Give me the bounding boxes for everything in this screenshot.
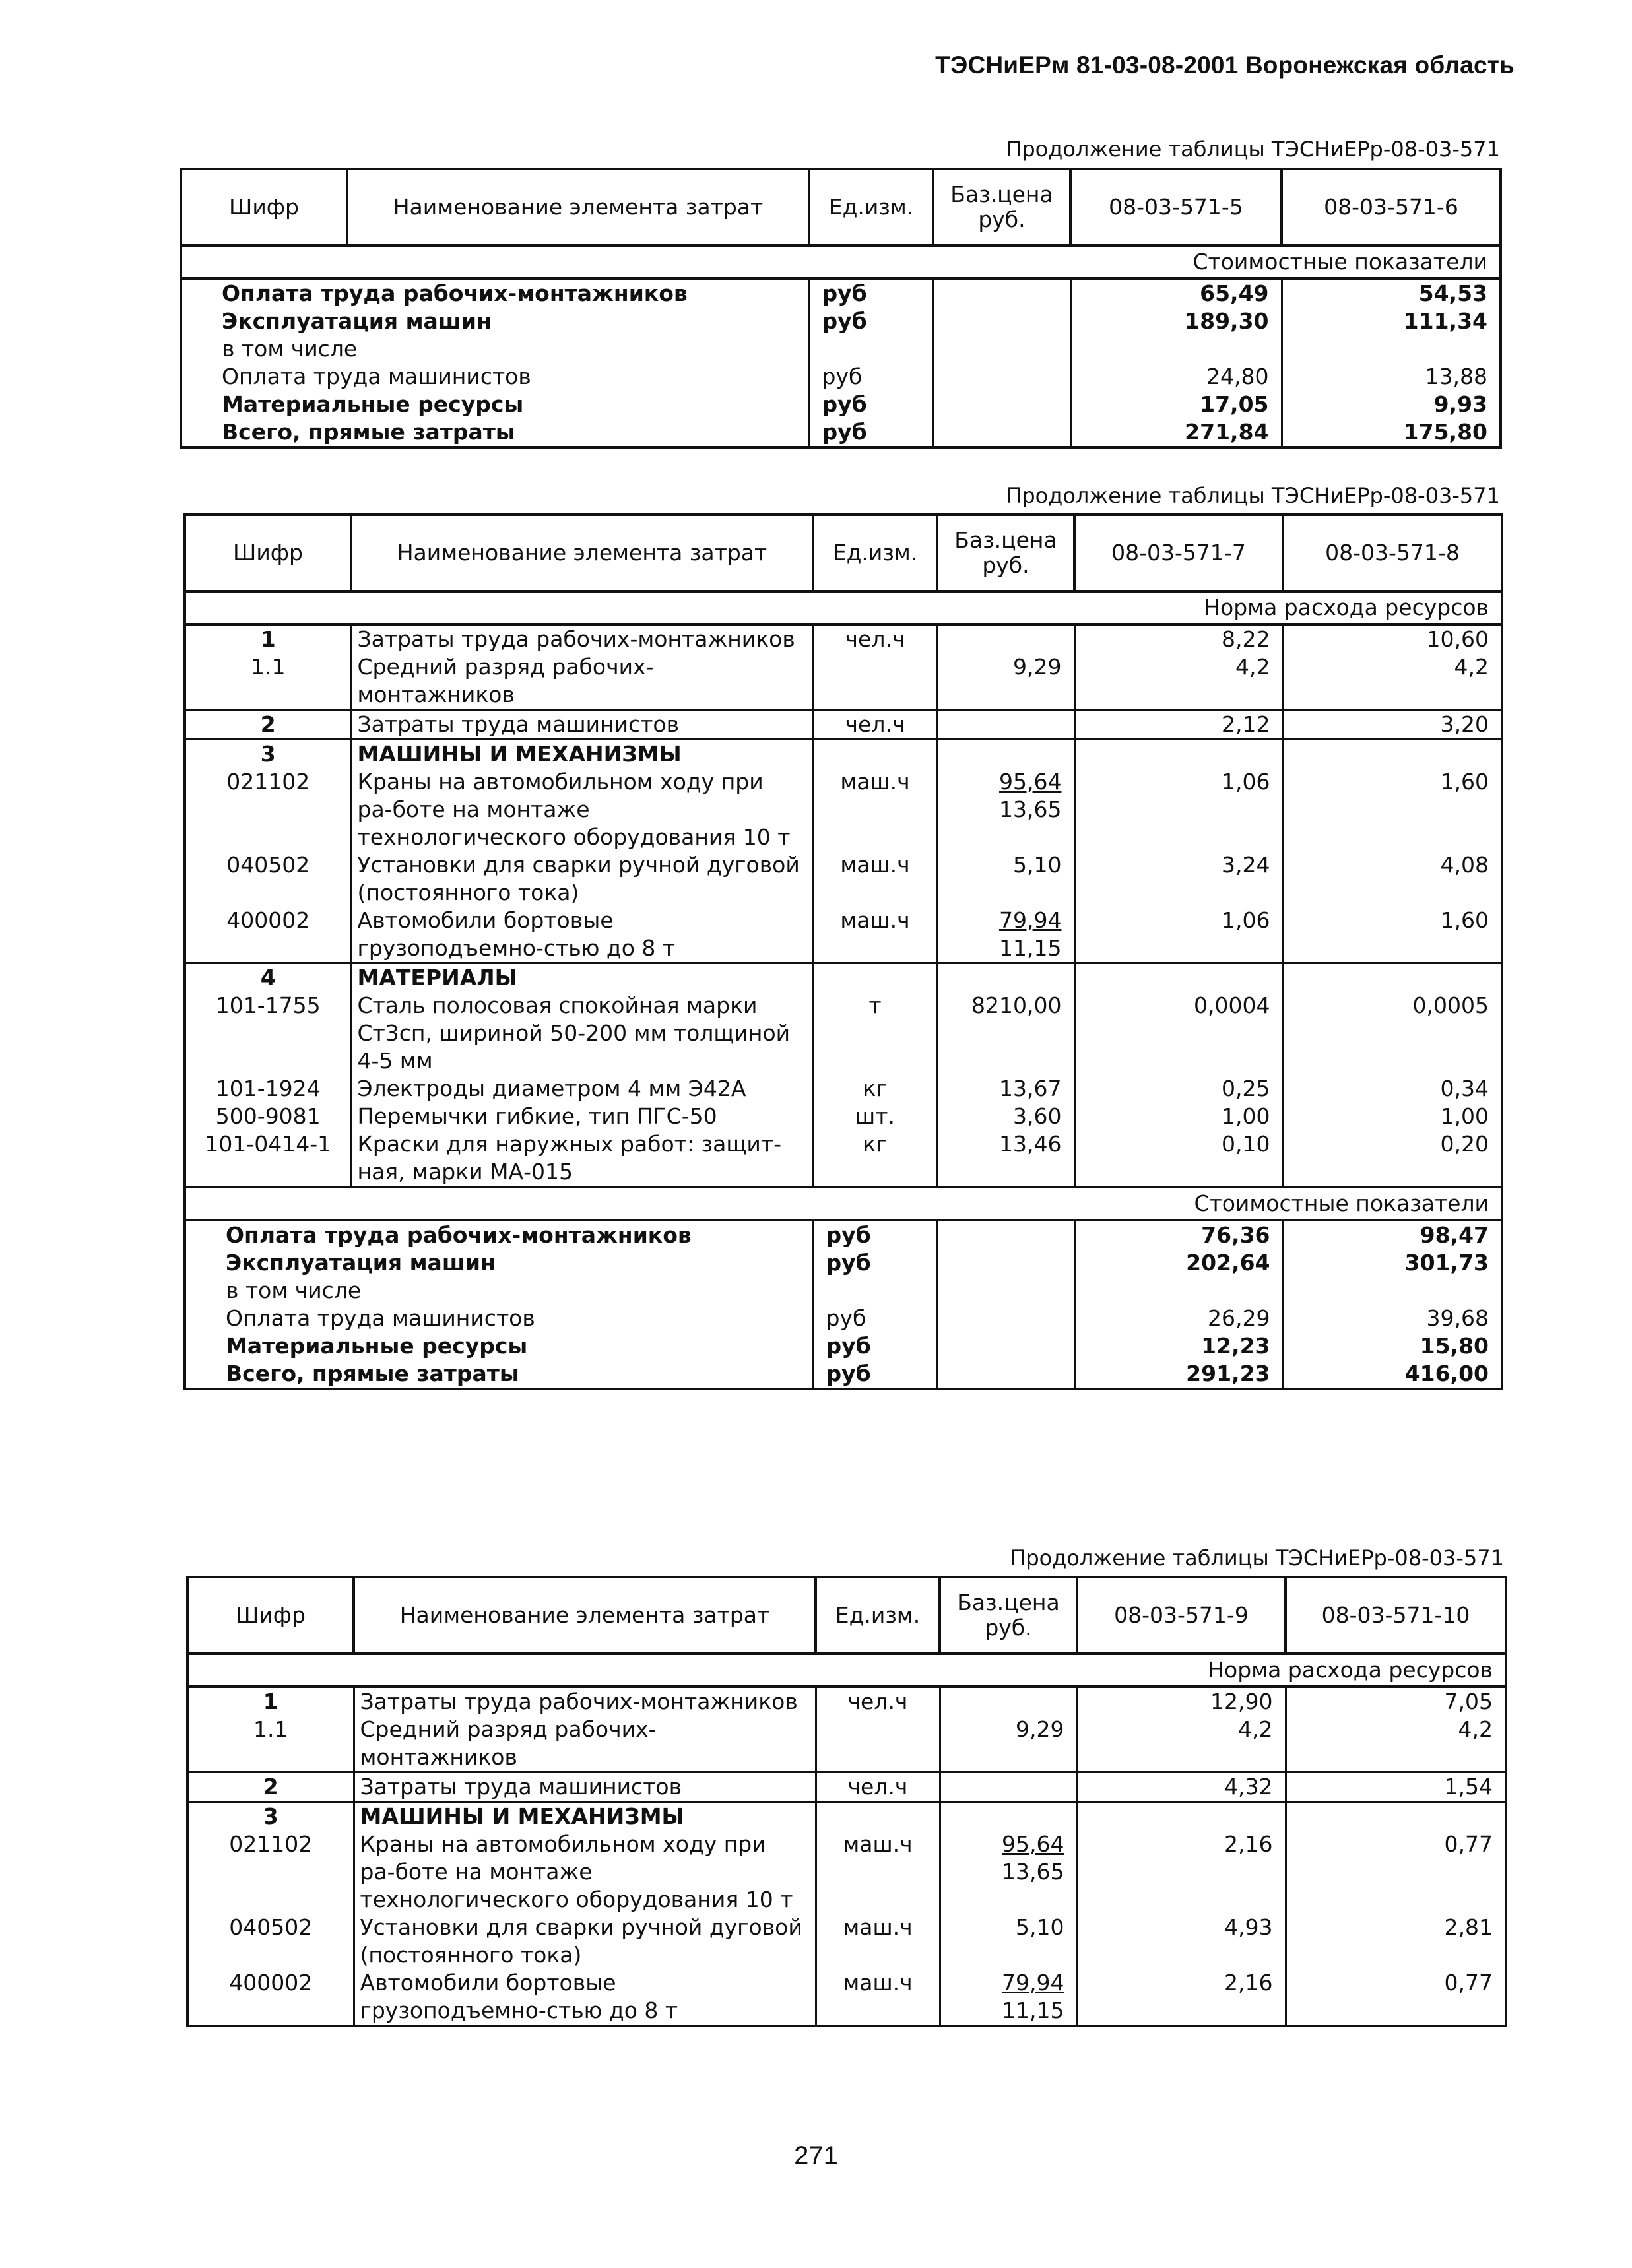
row-value-b: 0,77 [1286,1831,1506,1914]
row-unit [816,1716,940,1772]
row-name: Установки для сварки ручной дуговой (постоянного тока) [351,851,813,907]
page-number: 271 [794,2141,838,2170]
table-1-caption: Продолжение таблицы ТЭСНиЕРр-08-03-571 [1006,137,1500,162]
header-code: Шифр [187,1577,354,1654]
row-value-a: 4,2 [1074,653,1283,710]
row-price [937,851,1074,907]
row-name: Краны на автомобильном ходу при ра-боте на монтаже технологического оборудования 10 т [351,768,813,851]
row-name: Установки для сварки ручной дуговой (постоянного тока) [354,1914,816,1969]
cost-value-b: 98,47 [1283,1220,1502,1249]
row-value-a: 12,90 [1077,1687,1286,1716]
resource-row [185,1130,1502,1187]
cost-price [933,391,1070,418]
row-code: 2 [185,710,351,740]
row-value-a: 0,0004 [1074,992,1283,1075]
cost-price [933,335,1070,363]
row-value-b: 4,2 [1286,1716,1506,1772]
row-value-a: 1,06 [1074,907,1283,963]
price-value: 8210,00 [971,992,1062,1018]
cost-unit: руб [809,418,933,447]
row-unit: маш.ч [816,1914,940,1969]
cost-price [937,1220,1074,1249]
row-value-a: 1,00 [1074,1103,1283,1130]
row-code: 500-9081 [185,1103,351,1130]
row-unit: маш.ч [813,851,937,907]
cost-value-a: 17,05 [1070,391,1282,418]
cost-price [937,1360,1074,1389]
row-value-a: 3,24 [1074,851,1283,907]
cost-row [185,1360,1502,1389]
cost-name: Материальные ресурсы [181,391,809,418]
resource-row [187,1914,1506,1969]
row-name: Средний разряд рабочих-монтажников [351,653,813,710]
row-value-b [1283,740,1502,769]
row-value-b: 10,60 [1283,624,1502,653]
row-unit: шт. [813,1103,937,1130]
header-col-a: 08-03-571-9 [1077,1577,1286,1654]
row-value-a: 1,06 [1074,768,1283,851]
cost-name: Оплата труда машинистов [181,363,809,391]
header-col-b: 08-03-571-6 [1282,169,1501,245]
cost-row [181,363,1501,391]
cost-name: Всего, прямые затраты [181,418,809,447]
row-price [940,1687,1077,1716]
row-value-b: 0,77 [1286,1969,1506,2026]
cost-value-b [1282,335,1501,363]
cost-unit: руб [813,1305,937,1332]
cost-row [181,335,1501,363]
header-unit: Ед.изм. [813,515,937,591]
header-price: Баз.цена руб. [933,169,1070,245]
row-value-a: 8,22 [1074,624,1283,653]
row-value-a [1077,1802,1286,1831]
row-value-b: 3,20 [1283,710,1502,740]
row-value-a: 0,10 [1074,1130,1283,1187]
row-value-a: 2,12 [1074,710,1283,740]
row-price [937,653,1074,710]
row-unit: т [813,992,937,1075]
resource-rows [187,1687,1506,2026]
cost-value-a: 291,23 [1074,1360,1283,1389]
resource-row [185,851,1502,907]
row-name: Краски для наружных работ: защит-ная, марки МА-015 [351,1130,813,1187]
cost-value-a: 12,23 [1074,1332,1283,1360]
row-price [937,710,1074,740]
section-row [187,1687,1506,1716]
row-code: 040502 [187,1914,354,1969]
cost-value-b: 416,00 [1283,1360,1502,1389]
row-name: Краны на автомобильном ходу при ра-боте на монтаже технологического оборудования 10 т [354,1831,816,1914]
row-value-b: 0,0005 [1283,992,1502,1075]
row-price [940,1914,1077,1969]
cost-unit: руб [813,1360,937,1389]
cost-value-a: 65,49 [1070,278,1282,308]
cost-price [933,278,1070,308]
cost-rows [181,278,1501,447]
row-code: 400002 [185,907,351,963]
cost-row [181,308,1501,335]
table-header-row [185,515,1502,591]
cost-unit: руб [809,278,933,308]
cost-name: Эксплуатация машин [185,1249,813,1277]
row-code: 1.1 [185,653,351,710]
section-row [185,740,1502,769]
row-value-a: 2,16 [1077,1969,1286,2026]
table-header-row [181,169,1501,245]
cost-value-b: 54,53 [1282,278,1501,308]
resource-row [185,768,1502,851]
row-price [937,1130,1074,1187]
row-unit [816,1802,940,1831]
row-price [940,1831,1077,1914]
cost-value-a: 26,29 [1074,1305,1283,1332]
header-name: Наименование элемента затрат [347,169,809,245]
price-value: 5,10 [1013,852,1062,878]
cost-unit: руб [809,391,933,418]
cost-value-a: 271,84 [1070,418,1282,447]
cost-name: Всего, прямые затраты [185,1360,813,1389]
cost-value-b: 301,73 [1283,1249,1502,1277]
row-unit: кг [813,1130,937,1187]
cost-price [937,1305,1074,1332]
section-row [185,710,1502,740]
row-name: Затраты труда рабочих-монтажников [354,1687,816,1716]
header-col-b: 08-03-571-8 [1283,515,1502,591]
row-code: 1 [187,1687,354,1716]
row-unit: чел.ч [813,624,937,653]
row-value-a: 4,93 [1077,1914,1286,1969]
row-name: МАШИНЫ И МЕХАНИЗМЫ [354,1802,816,1831]
row-price [937,907,1074,963]
row-code: 101-1924 [185,1075,351,1103]
price-value: 95,64 [1002,1831,1064,1857]
row-code: 101-0414-1 [185,1130,351,1187]
row-name: Электроды диаметром 4 мм Э42А [351,1075,813,1103]
price-value: 79,94 [1002,1970,1064,1995]
row-price [937,740,1074,769]
row-value-a: 2,16 [1077,1831,1286,1914]
row-price [940,1772,1077,1802]
row-unit: чел.ч [816,1772,940,1802]
cost-value-a: 202,64 [1074,1249,1283,1277]
price-value: 79,94 [999,907,1062,933]
row-price [937,992,1074,1075]
row-code: 3 [187,1802,354,1831]
row-unit: маш.ч [816,1969,940,2026]
row-code: 2 [187,1772,354,1802]
cost-row [185,1277,1502,1305]
row-value-a [1074,963,1283,992]
header-price: Баз.цена руб. [940,1577,1077,1654]
cost-name: Оплата труда рабочих-монтажников [185,1220,813,1249]
cost-price [933,308,1070,335]
cost-value-b: 111,34 [1282,308,1501,335]
cost-unit: руб [809,308,933,335]
price-value: 95,64 [999,769,1062,794]
cost-unit: руб [813,1220,937,1249]
cost-unit: руб [809,363,933,391]
cost-row [181,391,1501,418]
cost-row [181,278,1501,308]
table-header-row [187,1577,1506,1654]
row-name: Затраты труда рабочих-монтажников [351,624,813,653]
section-row [185,963,1502,992]
cost-row [185,1249,1502,1277]
row-value-a: 4,32 [1077,1772,1286,1802]
price-value-secondary: 11,15 [999,935,1062,961]
row-value-b: 1,60 [1283,768,1502,851]
row-name: Автомобили бортовые грузоподъемно-стью до 8 т [351,907,813,963]
header-code: Шифр [185,515,351,591]
price-value: 9,29 [1013,654,1062,680]
row-name: Затраты труда машинистов [354,1772,816,1802]
resource-row [187,1831,1506,1914]
row-code: 4 [185,963,351,992]
row-value-b: 2,81 [1286,1914,1506,1969]
section-row [187,1772,1506,1802]
header-unit: Ед.изм. [809,169,933,245]
norm-band-label: Норма расхода ресурсов [187,1654,1506,1687]
row-value-a: 0,25 [1074,1075,1283,1103]
row-value-b: 1,54 [1286,1772,1506,1802]
row-value-b: 4,2 [1283,653,1502,710]
cost-rows [185,1220,1502,1389]
resource-row [187,1969,1506,2026]
price-value-secondary: 13,65 [999,796,1062,822]
price-value: 9,29 [1016,1716,1064,1742]
row-code: 1 [185,624,351,653]
cost-value-b: 13,88 [1282,363,1501,391]
header-name: Наименование элемента затрат [351,515,813,591]
row-name: Перемычки гибкие, тип ПГС-50 [351,1103,813,1130]
row-unit [813,963,937,992]
row-value-b [1283,963,1502,992]
row-value-b: 1,00 [1283,1103,1502,1130]
cost-name: Эксплуатация машин [181,308,809,335]
cost-row [181,418,1501,447]
cost-unit [809,335,933,363]
row-value-b: 0,20 [1283,1130,1502,1187]
row-name: Сталь полосовая спокойная марки Ст3сп, шириной 50-200 мм толщиной 4-5 мм [351,992,813,1075]
page-header: ТЭСНиЕРм 81-03-08-2001 Воронежская область [935,51,1515,79]
cost-name: Оплата труда рабочих-монтажников [181,278,809,308]
row-unit: чел.ч [816,1687,940,1716]
cost-price [937,1332,1074,1360]
cost-price [937,1277,1074,1305]
row-price [940,1802,1077,1831]
row-price [940,1969,1077,2026]
section-row [185,624,1502,653]
table-2 [183,513,1503,1390]
cost-unit: руб [813,1249,937,1277]
cost-name: в том числе [185,1277,813,1305]
row-unit [813,653,937,710]
row-unit: кг [813,1075,937,1103]
table-3-caption: Продолжение таблицы ТЭСНиЕРр-08-03-571 [1010,1545,1504,1571]
row-value-a: 4,2 [1077,1716,1286,1772]
row-unit: чел.ч [813,710,937,740]
cost-row [185,1332,1502,1360]
resource-row [185,1075,1502,1103]
row-value-b: 0,34 [1283,1075,1502,1103]
resource-row [185,992,1502,1075]
price-value: 5,10 [1016,1914,1064,1940]
cost-row [185,1220,1502,1249]
row-unit: маш.ч [813,907,937,963]
cost-name: Оплата труда машинистов [185,1305,813,1332]
row-code: 400002 [187,1969,354,2026]
header-col-a: 08-03-571-5 [1070,169,1282,245]
row-code: 021102 [187,1831,354,1914]
header-code: Шифр [181,169,347,245]
cost-value-a [1074,1277,1283,1305]
header-price: Баз.цена руб. [937,515,1074,591]
cost-value-b: 15,80 [1283,1332,1502,1360]
resource-row [185,907,1502,963]
row-code: 1.1 [187,1716,354,1772]
cost-value-b: 39,68 [1283,1305,1502,1332]
row-price [937,624,1074,653]
row-name: МАШИНЫ И МЕХАНИЗМЫ [351,740,813,769]
cost-unit: руб [813,1332,937,1360]
resource-row [187,1716,1506,1772]
row-value-b: 7,05 [1286,1687,1506,1716]
section-row [187,1802,1506,1831]
row-unit [813,740,937,769]
cost-price [933,418,1070,447]
row-name: Автомобили бортовые грузоподъемно-стью до 8 т [354,1969,816,2026]
row-value-b: 4,08 [1283,851,1502,907]
cost-band-label: Стоимостные показатели [181,245,1501,278]
header-name: Наименование элемента затрат [354,1577,816,1654]
row-code: 3 [185,740,351,769]
row-code: 040502 [185,851,351,907]
table-3 [186,1576,1507,2027]
resource-rows [185,624,1502,1187]
cost-value-a [1070,335,1282,363]
row-price [937,1075,1074,1103]
cost-value-b: 9,93 [1282,391,1501,418]
cost-name: в том числе [181,335,809,363]
table-2-caption: Продолжение таблицы ТЭСНиЕРр-08-03-571 [1006,483,1500,508]
row-name: МАТЕРИАЛЫ [351,963,813,992]
cost-band-label: Стоимостные показатели [185,1187,1502,1220]
price-value-secondary: 11,15 [1002,1997,1064,2023]
row-price [940,1716,1077,1772]
row-code: 101-1755 [185,992,351,1075]
row-name: Средний разряд рабочих-монтажников [354,1716,816,1772]
header-col-a: 08-03-571-7 [1074,515,1283,591]
resource-row [185,653,1502,710]
row-value-b [1286,1802,1506,1831]
cost-value-a: 189,30 [1070,308,1282,335]
cost-row [185,1305,1502,1332]
cost-price [933,363,1070,391]
header-unit: Ед.изм. [816,1577,940,1654]
row-value-a [1074,740,1283,769]
price-value: 13,67 [999,1076,1062,1101]
row-value-b: 1,60 [1283,907,1502,963]
row-price [937,963,1074,992]
row-price [937,1103,1074,1130]
resource-row [185,1103,1502,1130]
cost-price [937,1249,1074,1277]
price-value-secondary: 13,65 [1002,1859,1064,1885]
cost-unit [813,1277,937,1305]
cost-value-a: 76,36 [1074,1220,1283,1249]
row-unit: маш.ч [816,1831,940,1914]
header-col-b: 08-03-571-10 [1286,1577,1506,1654]
cost-value-b: 175,80 [1282,418,1501,447]
cost-value-b [1283,1277,1502,1305]
row-code: 021102 [185,768,351,851]
cost-value-a: 24,80 [1070,363,1282,391]
row-price [937,768,1074,851]
row-name: Затраты труда машинистов [351,710,813,740]
cost-name: Материальные ресурсы [185,1332,813,1360]
price-value: 13,46 [999,1131,1062,1157]
table-1 [180,168,1502,449]
norm-band-label: Норма расхода ресурсов [185,591,1502,624]
price-value: 3,60 [1013,1103,1062,1129]
row-unit: маш.ч [813,768,937,851]
